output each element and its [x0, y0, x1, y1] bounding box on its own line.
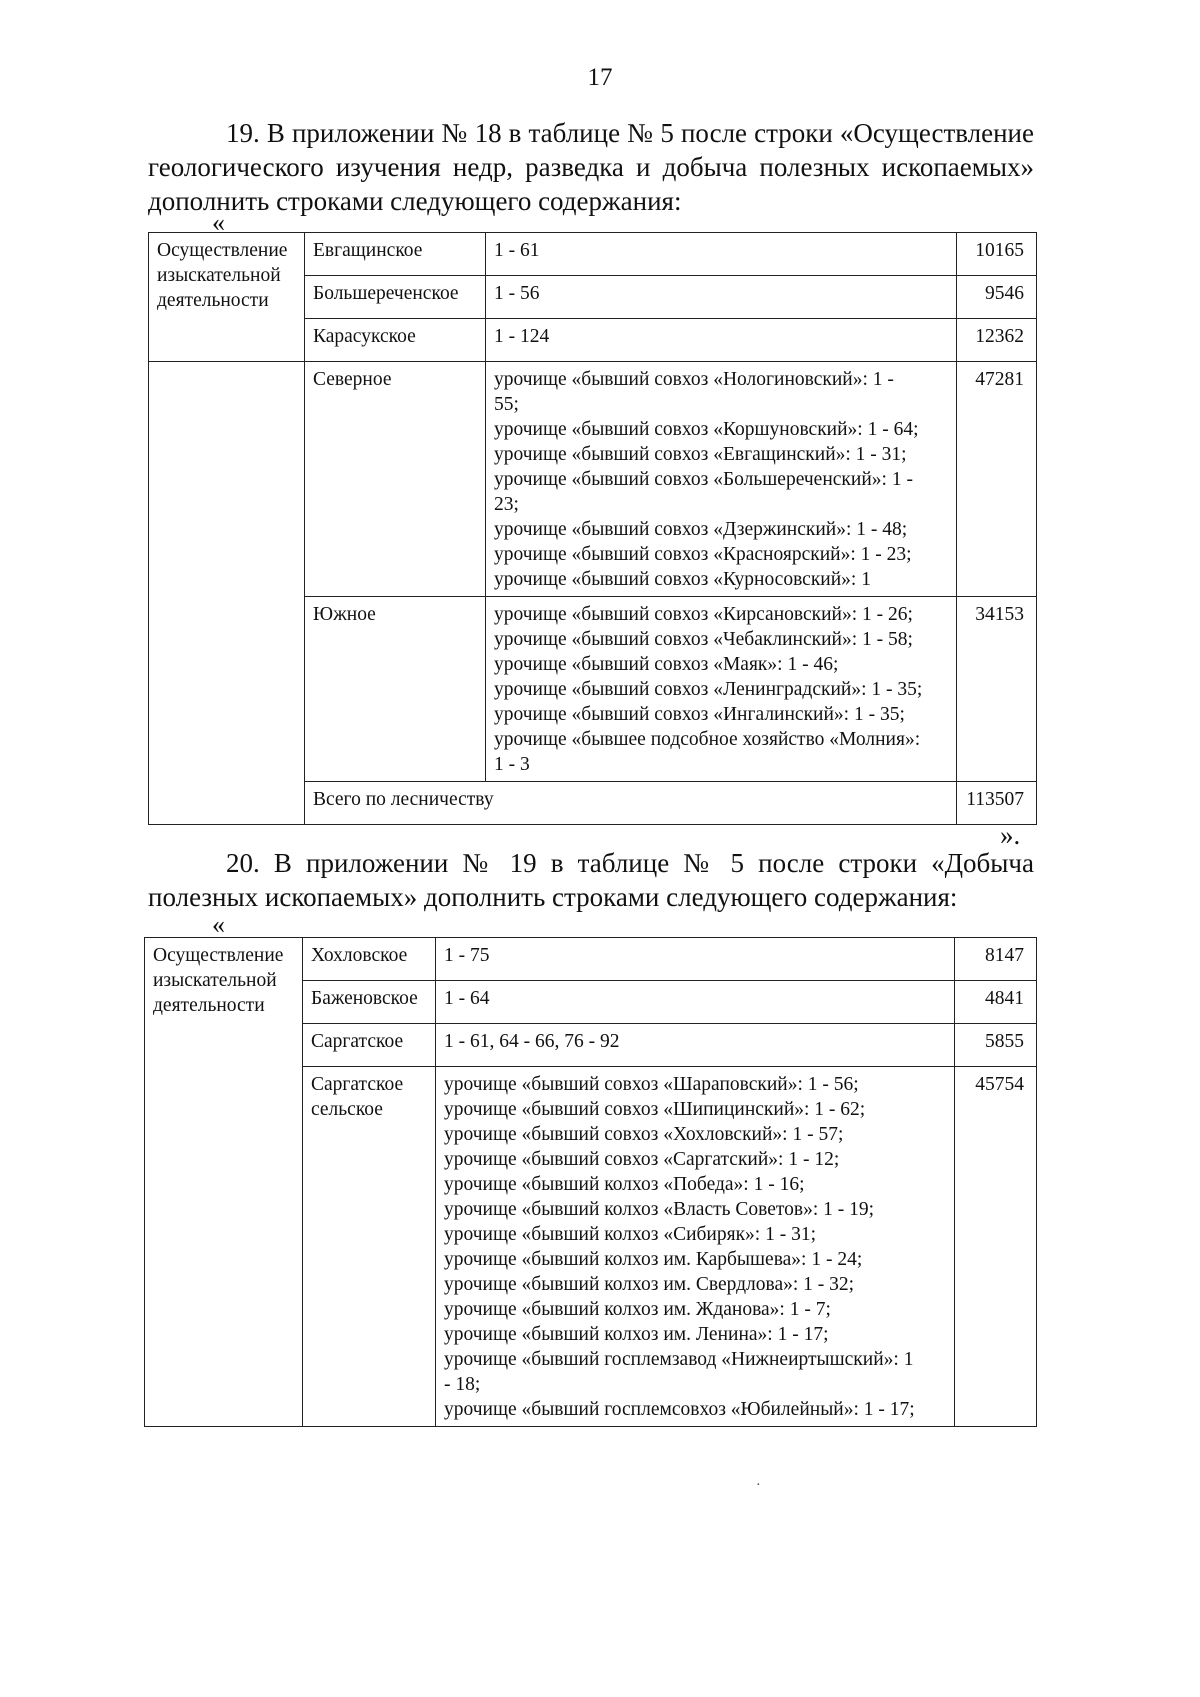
- quarter-line: урочище «бывший госплемзавод «Нижнеиртышский»: 1: [444, 1349, 914, 1370]
- quarter-line: урочище «бывший совхоз «Ленинградский»: 1 - 35;: [494, 679, 923, 700]
- table-row: [149, 233, 1037, 276]
- district-cell: Саргатское сельское: [303, 1067, 436, 1427]
- quarter-line: урочище «бывшее подсобное хозяйство «Молния»:: [494, 729, 921, 750]
- quarter-line: 23;: [494, 494, 519, 515]
- quarter-line: 1 - 3: [494, 754, 530, 775]
- area-cell: 10165: [957, 233, 1037, 276]
- quarter-line: урочище «бывший совхоз «Саргатский»: 1 - 12;: [444, 1149, 840, 1170]
- quarters-cell: [486, 319, 957, 362]
- area-cell: 12362: [957, 319, 1037, 362]
- quarter-line: урочище «бывший совхоз «Шараповский»: 1 - 56;: [444, 1074, 859, 1095]
- quarter-line: урочище «бывший колхоз им. Свердлова»: 1 - 32;: [444, 1274, 855, 1295]
- table-row: [145, 938, 1037, 981]
- quarter-line: урочище «бывший совхоз «Нологиновский»: 1 -: [494, 369, 894, 390]
- quarters-cell: [486, 597, 957, 782]
- quarter-line: урочище «бывший госплемсовхоз «Юбилейный»: 1 - 17;: [444, 1399, 915, 1420]
- quarters-cell: [436, 938, 955, 981]
- quarter-line: урочище «бывший колхоз им. Карбышева»: 1 - 24;: [444, 1249, 863, 1270]
- quarter-line: урочище «бывший колхоз им. Жданова»: 1 - 7;: [444, 1299, 831, 1320]
- quarter-line: урочище «бывший совхоз «Дзержинский»: 1 - 48;: [494, 519, 908, 540]
- total-label: Всего по лесничеству: [305, 782, 957, 825]
- quarter-line: урочище «бывший совхоз «Курносовский»: 1: [494, 569, 871, 590]
- quarter-line: урочище «бывший совхоз «Шипицинский»: 1 - 62;: [444, 1099, 866, 1120]
- quarter-line: урочище «бывший совхоз «Евгащинский»: 1 - 31;: [494, 444, 907, 465]
- table-row: [149, 362, 1037, 597]
- district-cell: Южное: [305, 597, 486, 782]
- quarter-line: урочище «бывший совхоз «Большереченский»: 1 -: [494, 469, 913, 490]
- section-20-open-quote: «: [212, 910, 225, 939]
- quarter-line: урочище «бывший совхоз «Кирсановский»: 1 - 26;: [494, 604, 913, 625]
- activity-cell: Осуществление изыскательной деятельности: [145, 938, 303, 1427]
- quarter-line: урочище «бывший совхоз «Красноярский»: 1 - 23;: [494, 544, 912, 565]
- area-cell: 47281: [957, 362, 1037, 597]
- area-cell: 34153: [957, 597, 1037, 782]
- area-cell: 45754: [955, 1067, 1037, 1427]
- quarter-line: урочище «бывший колхоз им. Ленина»: 1 - 17;: [444, 1324, 829, 1345]
- district-cell: Карасукское: [305, 319, 486, 362]
- quarters-cell: [436, 1067, 955, 1427]
- quarter-line: урочище «бывший совхоз «Маяк»: 1 - 46;: [494, 654, 839, 675]
- quarter-line: 1 - 61: [494, 240, 540, 261]
- quarter-line: урочище «бывший совхоз «Чебаклинский»: 1 - 58;: [494, 629, 913, 650]
- quarter-line: урочище «бывший колхоз «Власть Советов»: 1 - 19;: [444, 1199, 875, 1220]
- quarter-line: 1 - 64: [444, 988, 490, 1009]
- blank-cell: [149, 362, 305, 825]
- quarter-line: 1 - 56: [494, 283, 540, 304]
- district-cell: Большереченское: [305, 276, 486, 319]
- district-cell: Северное: [305, 362, 486, 597]
- section-20-text: 20. В приложении № 19 в таблице № 5 после строки «Добыча полезных ископаемых» дополнить строками следующего содержания:: [148, 848, 1034, 912]
- quarter-line: 1 - 124: [494, 326, 550, 347]
- section-19-text: 19. В приложении № 18 в таблице № 5 после строки «Осуществление геологического изучения недр, разведка и добыча полезных ископаемых» дополнить строками следующего содержания:: [148, 118, 1034, 216]
- quarter-line: урочище «бывший колхоз «Сибиряк»: 1 - 31;: [444, 1224, 817, 1245]
- quarter-line: - 18;: [444, 1374, 481, 1395]
- quarter-line: 1 - 75: [444, 945, 490, 966]
- scan-speck: ·: [756, 1478, 761, 1493]
- area-cell: 5855: [955, 1024, 1037, 1067]
- quarters-cell: [436, 1024, 955, 1067]
- quarter-line: урочище «бывший совхоз «Коршуновский»: 1 - 64;: [494, 419, 919, 440]
- area-cell: 8147: [955, 938, 1037, 981]
- district-cell: Евгащинское: [305, 233, 486, 276]
- table-section-20: [144, 937, 1037, 1427]
- quarter-line: 1 - 61, 64 - 66, 76 - 92: [444, 1031, 620, 1052]
- district-cell: Хохловское: [303, 938, 436, 981]
- section-19-open-quote: «: [212, 208, 225, 237]
- area-cell: 9546: [957, 276, 1037, 319]
- page-number: 17: [587, 64, 613, 91]
- quarter-line: 55;: [494, 394, 519, 415]
- table-section-19: [148, 232, 1037, 825]
- quarters-cell: [486, 233, 957, 276]
- district-cell: Саргатское: [303, 1024, 436, 1067]
- district-cell: Баженовское: [303, 981, 436, 1024]
- section-19-paragraph: [148, 116, 1034, 218]
- section-20-paragraph: [148, 846, 1034, 914]
- section-19-close-quote: ».: [1000, 820, 1021, 850]
- quarter-line: урочище «бывший колхоз «Победа»: 1 - 16;: [444, 1174, 805, 1195]
- activity-cell: Осуществление изыскательной деятельности: [149, 233, 305, 362]
- quarter-line: урочище «бывший совхоз «Ингалинский»: 1 - 35;: [494, 704, 905, 725]
- quarters-cell: [486, 362, 957, 597]
- quarter-line: урочище «бывший совхоз «Хохловский»: 1 - 57;: [444, 1124, 844, 1145]
- quarters-cell: [486, 276, 957, 319]
- area-cell: 4841: [955, 981, 1037, 1024]
- quarters-cell: [436, 981, 955, 1024]
- total-value: 113507: [957, 782, 1037, 825]
